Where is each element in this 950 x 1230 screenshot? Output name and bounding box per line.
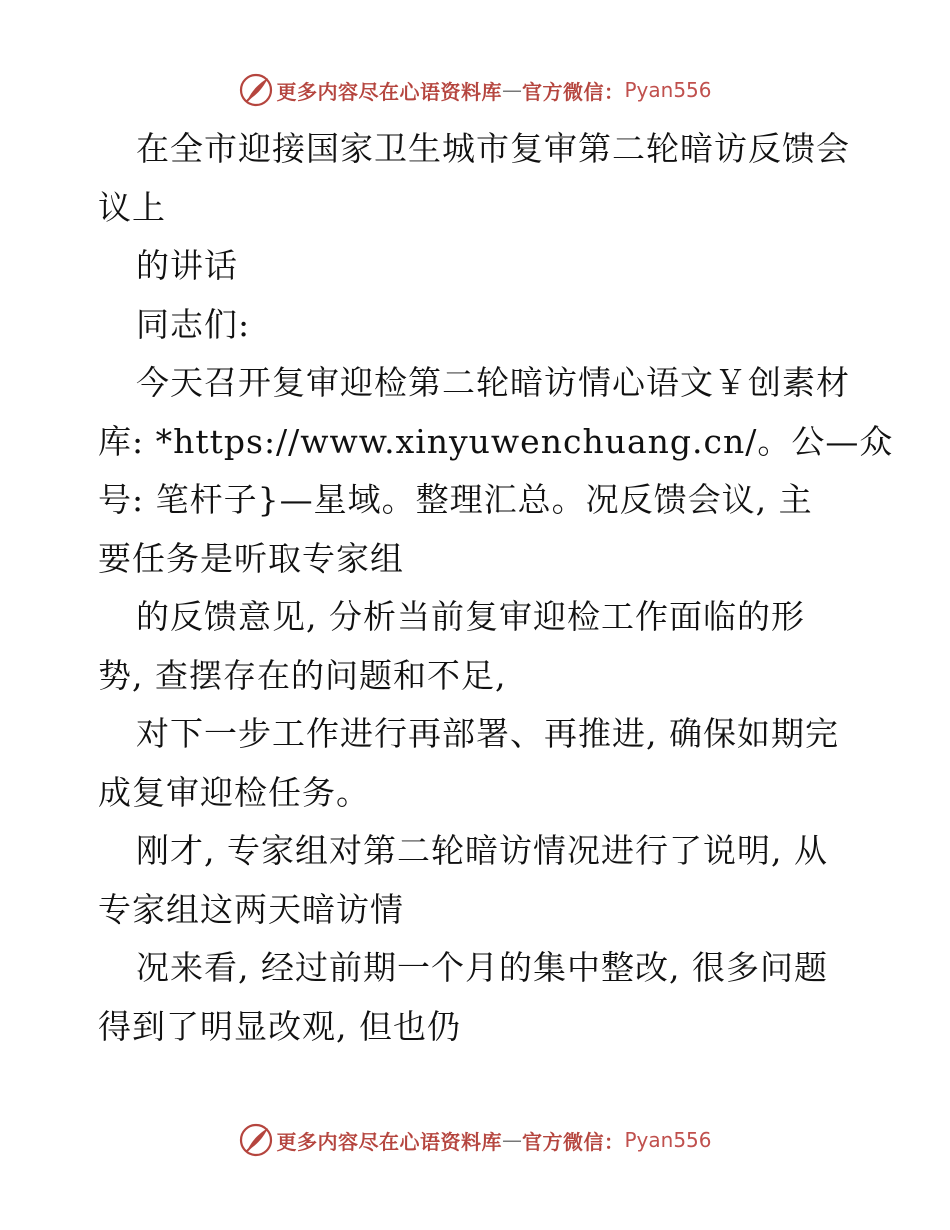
banner-wechat-label: 官方微信： (521, 79, 625, 104)
header-banner (0, 70, 950, 110)
banner-main-text: 更多内容尽在心语资料库 (276, 79, 502, 104)
doc-line: 在全市迎接国家卫生城市复审第二轮暗访反馈会 (136, 129, 850, 168)
doc-line: 势, 查摆存在的问题和不足, (98, 655, 507, 695)
doc-line: 成复审迎检任务。 (98, 772, 370, 812)
banner-wechat-label: 官方微信： (521, 1129, 625, 1154)
doc-line: 得到了明显改观, 但也仍 (98, 1006, 461, 1046)
doc-line: 号: 笔杆子}—星域。整理汇总。况反馈会议, 主 (98, 480, 813, 519)
doc-line: 况来看, 经过前期一个月的集中整改, 很多问题 (136, 948, 828, 987)
doc-line: 刚才, 专家组对第二轮暗访情况进行了说明, 从 (136, 831, 828, 870)
footer-banner (0, 1120, 950, 1160)
doc-line: 对下一步工作进行再部署、再推进, 确保如期完 (136, 714, 839, 753)
doc-line: 今天召开复审迎检第二轮暗访情心语文￥创素材 (136, 363, 850, 402)
doc-line: 议上 (98, 187, 166, 227)
doc-line: 专家组这两天暗访情 (98, 889, 404, 929)
doc-line: 的反馈意见, 分析当前复审迎检工作面临的形 (136, 597, 805, 636)
doc-line: 要任务是听取专家组 (98, 538, 404, 578)
banner-separator: — (501, 78, 522, 102)
quill-pen-logo-icon (238, 72, 274, 108)
banner-main-text: 更多内容尽在心语资料库 (276, 1129, 502, 1154)
doc-line: 库: *https://www.xinyuwenchuang.cn/。公—众 (98, 421, 894, 461)
quill-pen-logo-icon (238, 1122, 274, 1158)
banner-separator: — (501, 1128, 522, 1152)
doc-line: 的讲话 (136, 246, 238, 285)
banner-wechat-account: Pyan556 (624, 1128, 712, 1152)
doc-line: 同志们: (136, 304, 251, 344)
banner-wechat-account: Pyan556 (624, 78, 712, 102)
document-body (98, 120, 894, 1056)
